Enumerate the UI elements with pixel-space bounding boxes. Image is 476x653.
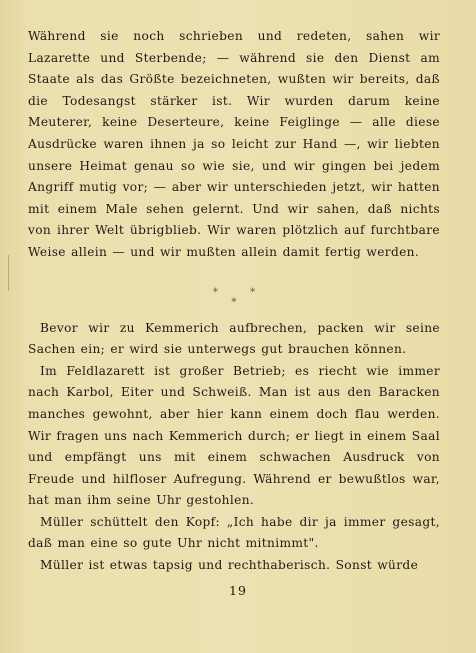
paragraph-2: Bevor wir zu Kemmerich aufbrechen, packen wir seine Sachen ein; er wird sie unterwegs gut brauchen können. <box>28 320 440 357</box>
page-edge-mark <box>8 255 9 291</box>
paragraph-5: Müller ist etwas tapsig und rechthaberisch. Sonst würde <box>40 558 419 573</box>
paragraph-1: Während sie noch schrieben und redeten, sahen wir Lazarette und Sterbende; — während sie den Dienst am Staate als das Größte bezeichneten, wußten wir bereits, daß die Todesangst stärker ist. Wir wurden darum keine Meuterer, keine Deserteure, keine Feiglinge — alle diese Ausdrücke waren ihnen ja so leicht zur Hand —, wir liebten unsere Heimat genau so wie sie, und wir gingen bei jedem Angriff mutig vor; — aber wir unterschieden jetzt, wir hatten mit einem Male sehen gelernt. Und wir sahen, daß nichts von ihrer Welt übrigblieb. Wir waren plötzlich auf furchtbare Weise allein — und wir mußten allein damit fertig werden. <box>28 29 440 259</box>
separator-stars-top: * * <box>212 286 270 298</box>
page-number: 19 <box>229 583 247 598</box>
separator-star-bottom: * <box>231 296 237 308</box>
section-separator <box>28 288 440 318</box>
paragraph-4: Müller schüttelt den Kopf: „Ich habe dir ja immer gesagt, daß man eine so gute Uhr nicht mitnimmt". <box>28 514 440 551</box>
body-text <box>28 26 440 577</box>
section-gap <box>28 264 440 288</box>
paragraph-3: Im Feldlazarett ist großer Betrieb; es riecht wie immer nach Karbol, Eiter und Schweiß. Man ist aus den Baracken manches gewohnt, aber hier kann einem doch flau werden. Wir fragen uns nach Kemmerich durch; er liegt in einem Saal und empfängt uns mit einem schwachen Ausdruck von Freude und hilfloser Aufregung. Während er bewußtlos war, hat man ihm seine Uhr gestohlen. <box>28 363 440 508</box>
